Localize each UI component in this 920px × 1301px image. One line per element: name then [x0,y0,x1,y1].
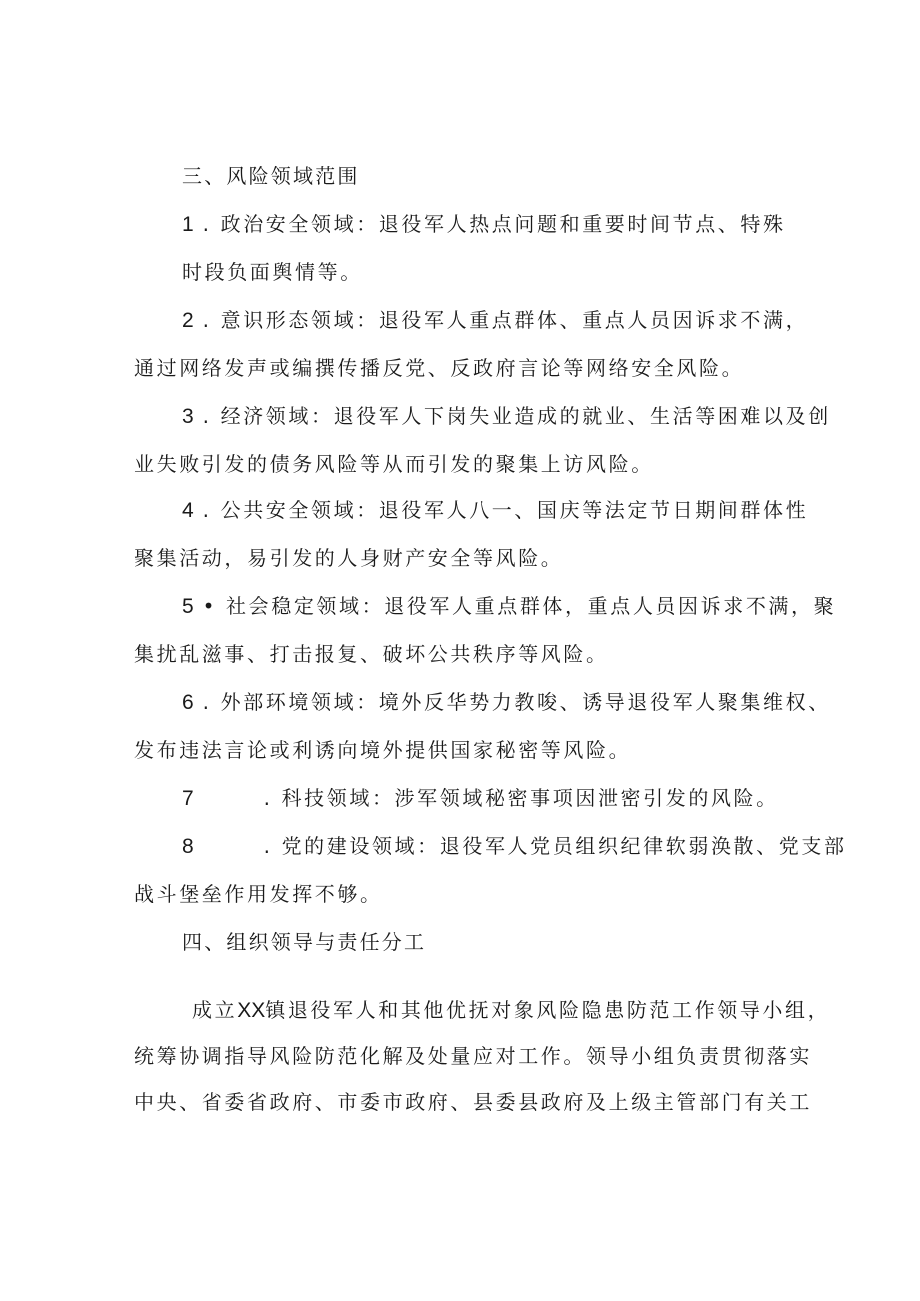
item-2-number: 2 [182,309,194,332]
item-6-line-2: 发布违法言论或利诱向境外提供国家秘密等风险。 [134,738,632,762]
item-3-number: 3 [182,405,194,428]
item-4-text: 公共安全领域：退役军人八一、国庆等法定节日期间群体性 [220,498,809,522]
item-4-separator: . [202,498,212,522]
section-four-para-line-2: 统筹协调指导风险防范化解及处量应对工作。领导小组负责贯彻落实 [134,1044,812,1068]
item-3-text: 经济领域：退役军人下岗失业造成的就业、生活等困难以及创 [220,404,831,428]
item-8-number: 8 [182,835,194,858]
section-four-para-line-1 [192,996,830,1025]
item-1-number: 1 [182,213,194,236]
item-3-separator: . [202,404,212,428]
item-6-number: 6 [182,691,194,714]
item-4-line-2: 聚集活动，易引发的人身财产安全等风险。 [134,546,564,570]
item-6-text: 外部环境领域：境外反华势力教唆、诱导退役军人聚集维权、 [220,690,831,714]
item-5-line-2: 集扰乱滋事、打击报复、破坏公共秩序等风险。 [134,642,609,666]
item-7-line-1 [182,784,779,813]
item-2-line-2: 通过网络发声或编撰传播反党、反政府言论等网络安全风险。 [134,356,745,380]
item-8-line-2: 战斗堡垒作用发挥不够。 [134,882,383,906]
item-5-line-1 [182,592,836,621]
item-1-line-1 [182,210,786,239]
item-2-line-1 [182,306,808,335]
item-8-separator: . [263,834,273,858]
item-5-number: 5 [182,595,194,618]
section-four-para-line-3: 中央、省委省政府、市委市政府、县委县政府及上级主管部门有关工 [134,1090,812,1114]
section-four-heading: 四、组织领导与责任分工 [182,930,427,954]
item-1-separator: . [202,212,212,236]
item-8-text: 党的建设领域：退役军人党员组织纪律软弱涣散、党支部 [281,834,847,858]
para-prefix: 成立 [192,998,238,1022]
item-7-text: 科技领域：涉军领域秘密事项因泄密引发的风险。 [281,786,779,810]
item-2-separator: . [202,308,212,332]
item-3-line-1 [182,402,831,431]
para-latin-xx: XX [237,999,266,1022]
item-1-text: 政治安全领域：退役军人热点问题和重要时间节点、特殊 [220,212,786,236]
para-line-1-rest: 镇退役军人和其他优抚对象风险隐患防范工作领导小组， [265,998,831,1022]
item-8-line-1 [182,832,847,861]
item-5-text: 社会稳定领域：退役军人重点群体，重点人员因诉求不满，聚 [226,594,837,618]
item-1-line-2: 时段负面舆情等。 [182,260,363,284]
item-7-number: 7 [182,787,194,810]
item-5-separator: • [202,594,218,618]
item-7-separator: . [263,786,273,810]
item-2-text: 意识形态领域：退役军人重点群体、重点人员因诉求不满， [220,308,809,332]
item-3-line-2: 业失败引发的债务风险等从而引发的聚集上访风险。 [134,452,654,476]
item-6-line-1 [182,688,831,717]
section-three-heading: 三、风险领域范围 [182,164,360,188]
item-4-line-1 [182,496,808,525]
item-6-separator: . [202,690,212,714]
item-4-number: 4 [182,499,194,522]
